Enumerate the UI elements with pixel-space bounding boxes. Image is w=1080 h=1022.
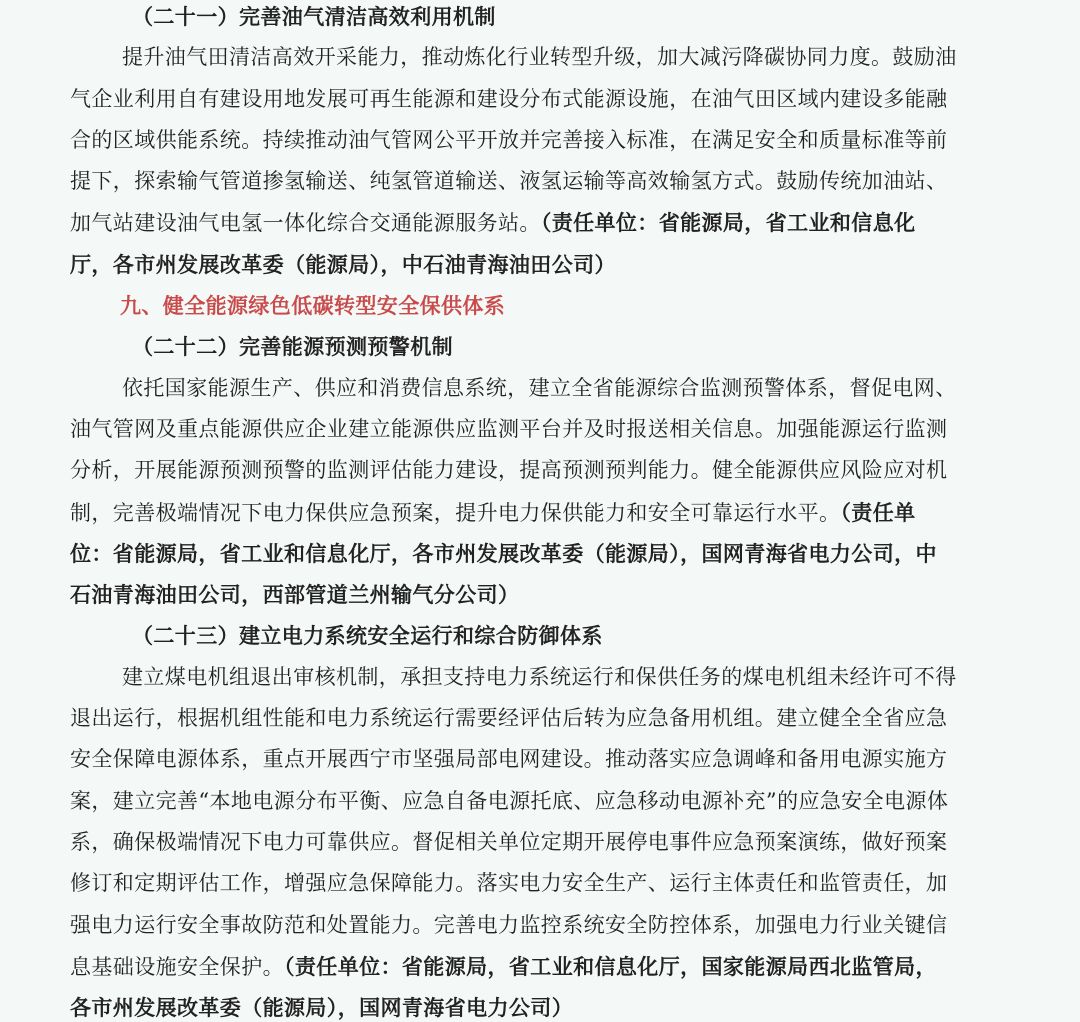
paragraph-21-line-4: 提下，探索输气管道掺氢输送、纯氢管道输送、液氢运输等高效输氢方式。鼓励传统加油站、 (70, 169, 948, 194)
responsibility-note-22-start: （责任单 (840, 499, 916, 525)
paragraph-23-line-5: 系，确保极端情况下电力可靠供应。督促相关单位定期开展停电事件应急预案演练，做好预案 (70, 829, 948, 854)
paragraph-23-line-6: 修订和定期评估工作，增强应急保障能力。落实电力安全生产、运行主体责任和监管责任，加 (70, 871, 948, 896)
responsibility-note-23-start: （责任单位：省能源局，省工业和信息化厅，国家能源局西北监管局， (284, 953, 937, 979)
section-heading-9: 九、健全能源绿色低碳转型安全保供体系 (120, 293, 506, 319)
paragraph-22-line-1: 依托国家能源生产、供应和消费信息系统，建立全省能源综合监测预警体系，督促电网、 (122, 375, 957, 400)
subsection-heading-23: （二十三）建立电力系统安全运行和综合防御体系 (132, 623, 603, 649)
paragraph-21-line-2: 气企业利用自有建设用地发展可再生能源和建设分布式能源设施，在油气田区域内建设多能融 (70, 86, 948, 111)
paragraph-23-line-1: 建立煤电机组退出审核机制，承担支持电力系统运行和保供任务的煤电机组未经许可不得 (122, 664, 957, 689)
paragraph-22-line-2: 油气管网及重点能源供应企业建立能源供应监测平台并及时报送相关信息。加强能源运行监测 (70, 416, 948, 441)
paragraph-23-line-3: 安全保障电源体系，重点开展西宁市坚强局部电网建设。推动落实应急调峰和备用电源实施方 (70, 747, 948, 772)
responsibility-note-22-end: 石油青海油田公司，西部管道兰州输气分公司） (70, 582, 520, 608)
subsection-heading-22: （二十二）完善能源预测预警机制 (132, 334, 453, 360)
paragraph-22-line-4 (70, 492, 1018, 533)
paragraph-22-text-end: 制，完善极端情况下电力保供应急预案，提升电力保供能力和安全可靠运行水平。 (70, 500, 841, 525)
paragraph-23-line-4: 案，建立完善“本地电源分布平衡、应急自备电源托底、应急移动电源补充”的应急安全电源体 (70, 788, 949, 813)
responsibility-note-22-middle: 位：省能源局，省工业和信息化厅，各市州发展改革委（能源局），国网青海省电力公司，中 (70, 540, 937, 566)
paragraph-21-text-end: 加气站建设油气电氢一体化综合交通能源服务站。 (70, 211, 541, 236)
responsibility-note-23-end: 各市州发展改革委（能源局），国网青海省电力公司） (70, 995, 574, 1021)
paragraph-23-line-8 (70, 946, 1018, 987)
paragraph-23-text-end: 息基础设施安全保护。 (70, 954, 284, 979)
responsibility-note-21-start: （责任单位：省能源局，省工业和信息化 (540, 210, 916, 236)
paragraph-23-line-7: 强电力运行安全事故防范和处置能力。完善电力监控系统安全防控体系，加强电力行业关键信 (70, 912, 948, 937)
responsibility-note-21-end: 厅，各市州发展改革委（能源局），中石油青海油田公司） (70, 251, 616, 277)
paragraph-21-line-5 (70, 202, 1018, 243)
subsection-heading-21: （二十一）完善油气清洁高效利用机制 (132, 4, 496, 29)
paragraph-21-line-3: 合的区域供能系统。持续推动油气管网公平开放并完善接入标准，在满足安全和质量标准等前 (70, 127, 948, 152)
paragraph-21-line-1: 提升油气田清洁高效开采能力，推动炼化行业转型升级，加大减污降碳协同力度。鼓励油 (122, 45, 957, 70)
paragraph-23-line-2: 退出运行，根据机组性能和电力系统运行需要经评估后转为应急备用机组。建立健全全省应急 (70, 706, 948, 731)
paragraph-22-line-3: 分析，开展能源预测预警的监测评估能力建设，提高预测预判能力。健全能源供应风险应对机 (70, 458, 948, 483)
